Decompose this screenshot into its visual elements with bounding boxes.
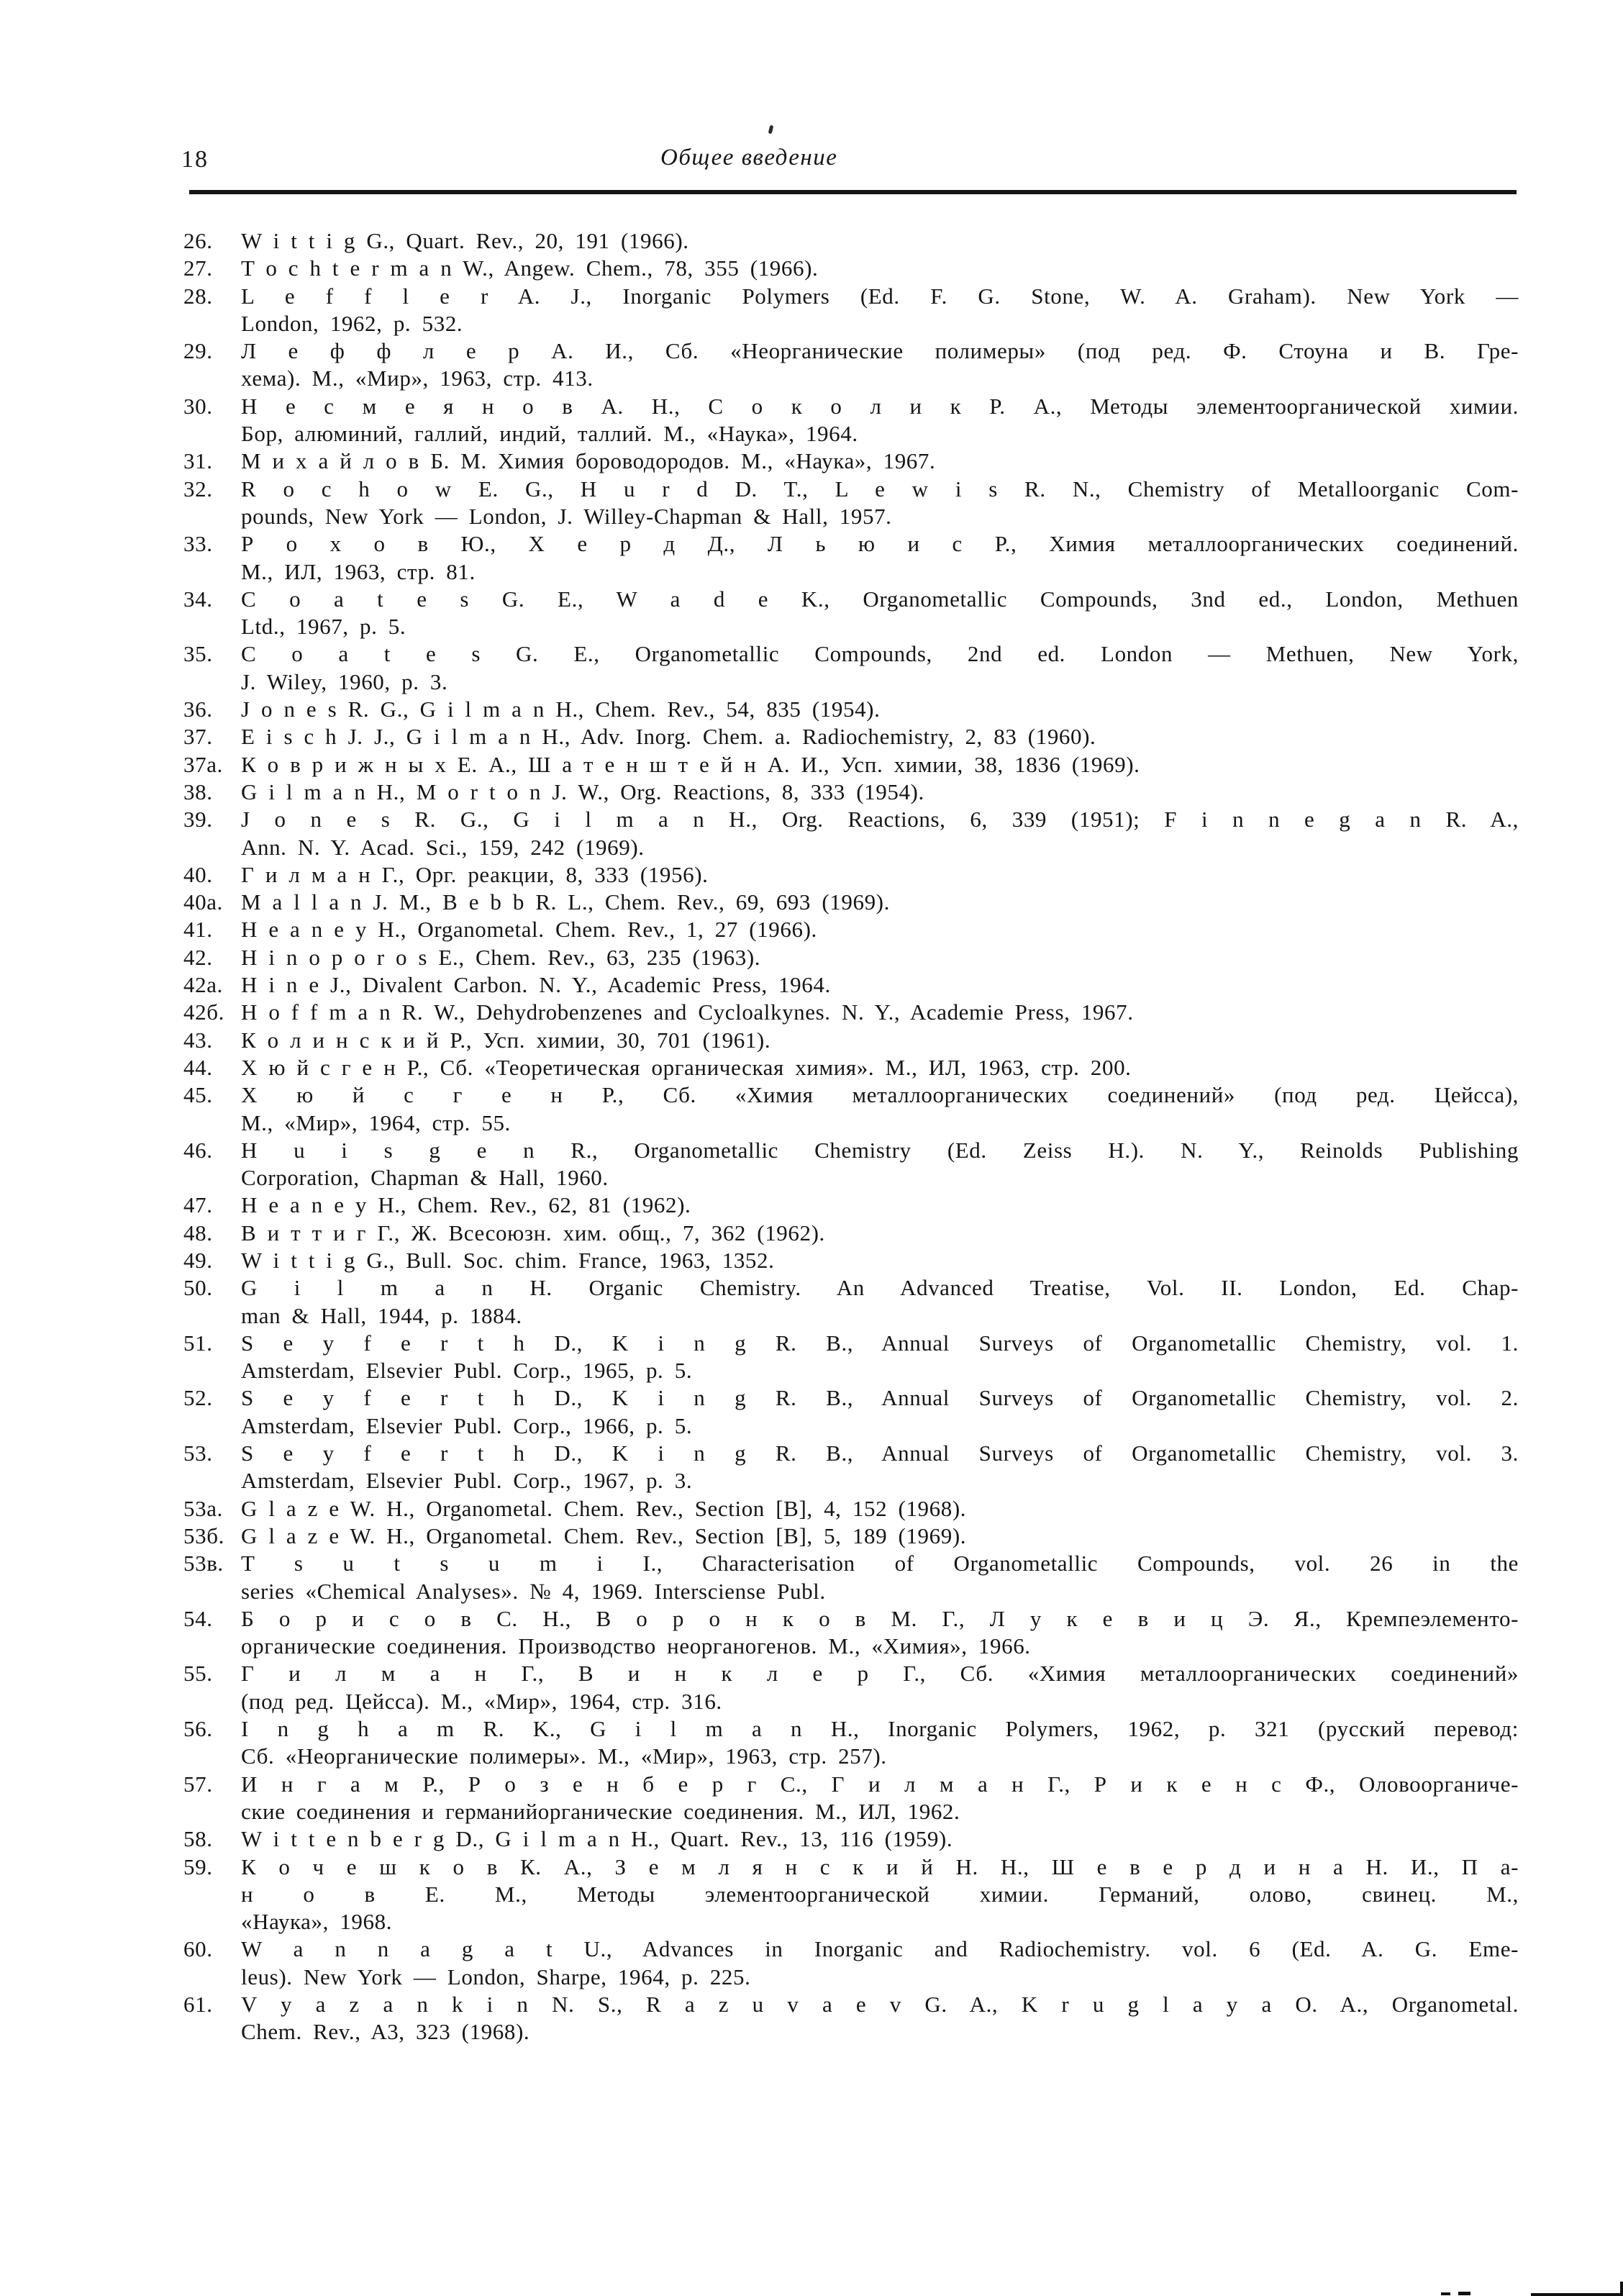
reference-label: 37. <box>183 724 213 750</box>
reference-item <box>183 1081 1519 1137</box>
reference-label: 42а. <box>183 972 223 998</box>
scan-speck <box>768 125 774 135</box>
reference-item <box>183 1991 1519 2046</box>
reference-line: Х ю й с г е н Р., Сб. «Теоретическая органическая химия». М., ИЛ, 1963, стр. 200. <box>241 1054 1132 1080</box>
reference-line: М и х а й л о в Б. М. Химия бороводородов. М., «Наука», 1967. <box>241 448 936 474</box>
reference-line: T s u t s u m i I., Characterisation of Organometallic Compounds, vol. 26 in the <box>241 1551 1519 1576</box>
reference-item <box>183 916 1519 943</box>
reference-item <box>183 1440 1519 1495</box>
reference-line: leus). New York — London, Sharpe, 1964, p. 225. <box>241 1964 751 1989</box>
reference-label: 57. <box>183 1771 213 1797</box>
reference-item <box>183 751 1519 779</box>
reference-line: man & Hall, 1944, p. 1884. <box>241 1302 522 1328</box>
running-title: Общее введение <box>660 145 838 171</box>
reference-line: H u i s g e n R., Organometallic Chemistry (Ed. Zeiss H.). N. Y., Reinolds Publishing <box>241 1137 1519 1163</box>
reference-label: 30. <box>183 393 213 419</box>
reference-label: 56. <box>183 1716 213 1742</box>
reference-line: J o n e s R. G., G i l m a n H., Chem. Rev., 54, 835 (1954). <box>241 696 881 722</box>
reference-line: Amsterdam, Elsevier Publ. Corp., 1966, p. 5. <box>241 1412 693 1438</box>
reference-item <box>183 448 1519 475</box>
reference-label: 34. <box>183 586 213 612</box>
reference-line: М., ИЛ, 1963, стр. 81. <box>241 558 476 584</box>
reference-line: H i n e J., Divalent Carbon. N. Y., Academic Press, 1964. <box>241 972 831 998</box>
reference-label: 50. <box>183 1275 213 1301</box>
reference-line: И н г а м Р., Р о з е н б е р г С., Г и л м а н Г., Р и к е н с Ф., Оловоорганиче- <box>241 1771 1519 1797</box>
reference-label: 53б. <box>183 1523 224 1548</box>
reference-line: Б о р и с о в С. Н., В о р о н к о в М. Г., Л у к е в и ц Э. Я., Кремпеэлементо- <box>241 1605 1519 1631</box>
reference-line: Бор, алюминий, галлий, индий, таллий. М., «Наука», 1964. <box>241 421 858 447</box>
reference-item <box>183 1192 1519 1219</box>
reference-line: T o c h t e r m a n W., Angew. Chem., 78, 355 (1966). <box>241 255 819 281</box>
reference-item <box>183 283 1519 338</box>
scan-artifact <box>1458 2292 1470 2295</box>
reference-line: Amsterdam, Elsevier Publ. Corp., 1965, p. 5. <box>241 1358 693 1384</box>
reference-label: 40а. <box>183 889 223 915</box>
reference-label: 48. <box>183 1220 213 1245</box>
reference-item <box>183 1660 1519 1715</box>
reference-item <box>183 1825 1519 1853</box>
reference-label: 60. <box>183 1936 213 1962</box>
reference-line: Р о х о в Ю., Х е р д Д., Л ь ю и с Р., Химия металлоорганических соединений. <box>241 531 1519 557</box>
reference-label: 58. <box>183 1826 213 1852</box>
reference-line: G i l m a n H. Organic Chemistry. An Advanced Treatise, Vol. II. London, Ed. Chap- <box>241 1275 1519 1301</box>
reference-item <box>183 1054 1519 1081</box>
reference-line: Chem. Rev., A3, 323 (1968). <box>241 2019 530 2045</box>
reference-line: G i l m a n H., M o r t o n J. W., Org. Reactions, 8, 333 (1954). <box>241 779 924 804</box>
reference-item <box>183 696 1519 723</box>
reference-line: W i t t i g G., Quart. Rev., 20, 191 (1966). <box>241 228 689 253</box>
reference-item <box>183 393 1519 448</box>
reference-item <box>183 337 1519 393</box>
reference-item <box>183 530 1519 586</box>
reference-line: W i t t i g G., Bull. Soc. chim. France, 1963, 1352. <box>241 1247 775 1273</box>
reference-label: 32. <box>183 476 213 502</box>
reference-label: 55. <box>183 1661 213 1687</box>
reference-item <box>183 586 1519 641</box>
reference-line: S e y f e r t h D., K i n g R. B., Annual Surveys of Organometallic Chemistry, vol. 2. <box>241 1385 1519 1411</box>
reference-label: 40. <box>183 861 213 887</box>
reference-line: «Наука», 1968. <box>241 1909 393 1935</box>
reference-line: ские соединения и германийорганические соединения. М., ИЛ, 1962. <box>241 1798 960 1824</box>
reference-line: J. Wiley, 1960, p. 3. <box>241 668 448 694</box>
page-number: 18 <box>181 146 209 173</box>
reference-line: Х ю й с г е н Р., Сб. «Химия металлоорганических соединений» (под ред. Цейсса), <box>241 1082 1519 1108</box>
reference-label: 43. <box>183 1027 213 1053</box>
reference-item <box>183 1274 1519 1330</box>
reference-item <box>183 476 1519 531</box>
reference-item <box>183 944 1519 971</box>
reference-item <box>183 1605 1519 1661</box>
reference-label: 27. <box>183 255 213 281</box>
reference-item <box>183 1771 1519 1826</box>
reference-line: L e f f l e r A. J., Inorganic Polymers (Ed. F. G. Stone, W. A. Graham). New York — <box>241 283 1519 309</box>
reference-item <box>183 1853 1519 1936</box>
reference-line: Ltd., 1967, p. 5. <box>241 614 406 640</box>
reference-label: 51. <box>183 1330 213 1356</box>
reference-label: 28. <box>183 283 213 309</box>
reference-line: Г и л м а н Г., В и н к л е р Г., Сб. «Химия металлоорганических соединений» <box>241 1661 1519 1687</box>
reference-item <box>183 806 1519 861</box>
reference-line: R o c h o w E. G., H u r d D. T., L e w i s R. N., Chemistry of Metalloorganic Com- <box>241 476 1519 502</box>
reference-label: 35. <box>183 641 213 667</box>
reference-item <box>183 1550 1519 1605</box>
reference-label: 47. <box>183 1192 213 1218</box>
reference-item <box>183 227 1519 255</box>
reference-item <box>183 1384 1519 1440</box>
reference-item <box>183 1330 1519 1385</box>
reference-line: Г и л м а н Г., Орг. реакции, 8, 333 (1956). <box>241 861 709 887</box>
reference-line: H e a n e y H., Chem. Rev., 62, 81 (1962). <box>241 1192 691 1218</box>
reference-label: 42б. <box>183 999 224 1025</box>
reference-label: 53. <box>183 1440 213 1466</box>
reference-line: G l a z e W. H., Organometal. Chem. Rev., Section [B], 5, 189 (1969). <box>241 1523 967 1548</box>
scan-artifact <box>1441 2292 1450 2295</box>
reference-line: series «Chemical Analyses». № 4, 1969. Intersciense Publ. <box>241 1578 826 1604</box>
reference-item <box>183 999 1519 1026</box>
reference-item <box>183 889 1519 916</box>
reference-line: органические соединения. Производство неорганогенов. М., «Химия», 1966. <box>241 1633 1031 1659</box>
header-rule <box>189 190 1517 194</box>
reference-line: C o a t e s G. E., Organometallic Compounds, 2nd ed. London — Methuen, New York, <box>241 641 1519 667</box>
reference-line: E i s c h J. J., G i l m a n H., Adv. Inorg. Chem. a. Radiochemistry, 2, 83 (1960). <box>241 724 1096 750</box>
reference-label: 38. <box>183 779 213 804</box>
reference-item <box>183 255 1519 282</box>
reference-line: К о ч е ш к о в К. А., З е м л я н с к и й Н. Н., Ш е в е р д и н а Н. И., П а- <box>241 1853 1519 1879</box>
reference-line: H i n o p o r o s E., Chem. Rev., 63, 235 (1963). <box>241 944 761 970</box>
reference-line: London, 1962, p. 532. <box>241 310 463 336</box>
reference-line: Corporation, Chapman & Hall, 1960. <box>241 1165 609 1191</box>
reference-label: 54. <box>183 1605 213 1631</box>
reference-item <box>183 861 1519 889</box>
reference-line: (под ред. Цейсса). М., «Мир», 1964, стр. 316. <box>241 1688 722 1714</box>
reference-line: W i t t e n b e r g D., G i l m a n H., Quart. Rev., 13, 116 (1959). <box>241 1826 953 1852</box>
scan-artifact <box>1531 2293 1623 2296</box>
reference-label: 46. <box>183 1137 213 1163</box>
reference-item <box>183 723 1519 750</box>
reference-label: 33. <box>183 531 213 557</box>
reference-line: J o n e s R. G., G i l m a n H., Org. Reactions, 6, 339 (1951); F i n n e g a n R. A., <box>241 807 1519 832</box>
reference-item <box>183 1220 1519 1247</box>
reference-line: pounds, New York — London, J. Willey-Chapman & Hall, 1957. <box>241 503 892 529</box>
reference-line: К о в р и ж н ы х Е. А., Ш а т е н ш т е й н А. И., Усп. химии, 38, 1836 (1969). <box>241 751 1140 777</box>
reference-item <box>183 1715 1519 1771</box>
reference-line: M a l l a n J. M., B e b b R. L., Chem. Rev., 69, 693 (1969). <box>241 889 890 915</box>
reference-item <box>183 1027 1519 1054</box>
reference-item <box>183 640 1519 696</box>
reference-line: хема). М., «Мир», 1963, стр. 413. <box>241 366 594 391</box>
reference-line: М., «Мир», 1964, стр. 55. <box>241 1110 511 1135</box>
reference-line: К о л и н с к и й Р., Усп. химии, 30, 701 (1961). <box>241 1027 771 1053</box>
reference-line: В и т т и г Г., Ж. Всесоюзн. хим. общ., 7, 362 (1962). <box>241 1220 825 1245</box>
reference-label: 53в. <box>183 1551 224 1576</box>
reference-line: W a n n a g a t U., Advances in Inorganic and Radiochemistry. vol. 6 (Ed. A. G. Eme- <box>241 1936 1519 1962</box>
reference-label: 44. <box>183 1054 213 1080</box>
reference-item <box>183 1137 1519 1192</box>
reference-line: S e y f e r t h D., K i n g R. B., Annual Surveys of Organometallic Chemistry, vol. 3. <box>241 1440 1519 1466</box>
reference-line: G l a z e W. H., Organometal. Chem. Rev., Section [B], 4, 152 (1968). <box>241 1495 967 1521</box>
reference-line: н о в Е. М., Методы элементоорганической химии. Германий, олово, свинец. М., <box>241 1881 1519 1907</box>
reference-label: 36. <box>183 696 213 722</box>
reference-line: Ann. N. Y. Acad. Sci., 159, 242 (1969). <box>241 834 645 860</box>
reference-line: C o a t e s G. E., W a d e K., Organometallic Compounds, 3nd ed., London, Methuen <box>241 586 1519 612</box>
reference-item <box>183 779 1519 806</box>
reference-item <box>183 1523 1519 1550</box>
reference-line: H e a n e y H., Organometal. Chem. Rev., 1, 27 (1966). <box>241 917 817 943</box>
reference-line: I n g h a m R. K., G i l m a n H., Inorganic Polymers, 1962, p. 321 (русский перевод: <box>241 1716 1519 1742</box>
reference-line: S e y f e r t h D., K i n g R. B., Annual Surveys of Organometallic Chemistry, vol. 1. <box>241 1330 1519 1356</box>
reference-item <box>183 1495 1519 1523</box>
reference-label: 59. <box>183 1853 213 1879</box>
scan-artifact <box>1620 2282 1623 2296</box>
references-list <box>183 227 1519 2046</box>
reference-label: 45. <box>183 1082 213 1108</box>
reference-line: V y a z a n k i n N. S., R a z u v a e v G. A., K r u g l a y a O. A., Organometal. <box>241 1992 1519 2017</box>
reference-label: 61. <box>183 1992 213 2017</box>
reference-label: 29. <box>183 338 213 364</box>
reference-line: Сб. «Неорганические полимеры». М., «Мир», 1963, стр. 257). <box>241 1743 887 1769</box>
reference-label: 52. <box>183 1385 213 1411</box>
reference-line: Л е ф ф л е р А. И., Сб. «Неорганические полимеры» (под ред. Ф. Стоуна и В. Гре- <box>241 338 1519 364</box>
reference-line: Н е с м е я н о в А. Н., С о к о л и к Р. А., Методы элементоорганической химии. <box>241 393 1519 419</box>
reference-label: 39. <box>183 807 213 832</box>
reference-line: H o f f m a n R. W., Dehydrobenzenes and Cycloalkynes. N. Y., Academie Press, 1967. <box>241 999 1134 1025</box>
reference-label: 53а. <box>183 1495 223 1521</box>
reference-label: 37а. <box>183 751 223 777</box>
reference-label: 31. <box>183 448 213 474</box>
reference-label: 26. <box>183 228 213 253</box>
reference-label: 41. <box>183 917 213 943</box>
reference-item <box>183 1247 1519 1274</box>
reference-line: Amsterdam, Elsevier Publ. Corp., 1967, p. 3. <box>241 1468 693 1494</box>
reference-label: 42. <box>183 944 213 970</box>
reference-item <box>183 971 1519 999</box>
reference-item <box>183 1936 1519 1991</box>
reference-label: 49. <box>183 1247 213 1273</box>
